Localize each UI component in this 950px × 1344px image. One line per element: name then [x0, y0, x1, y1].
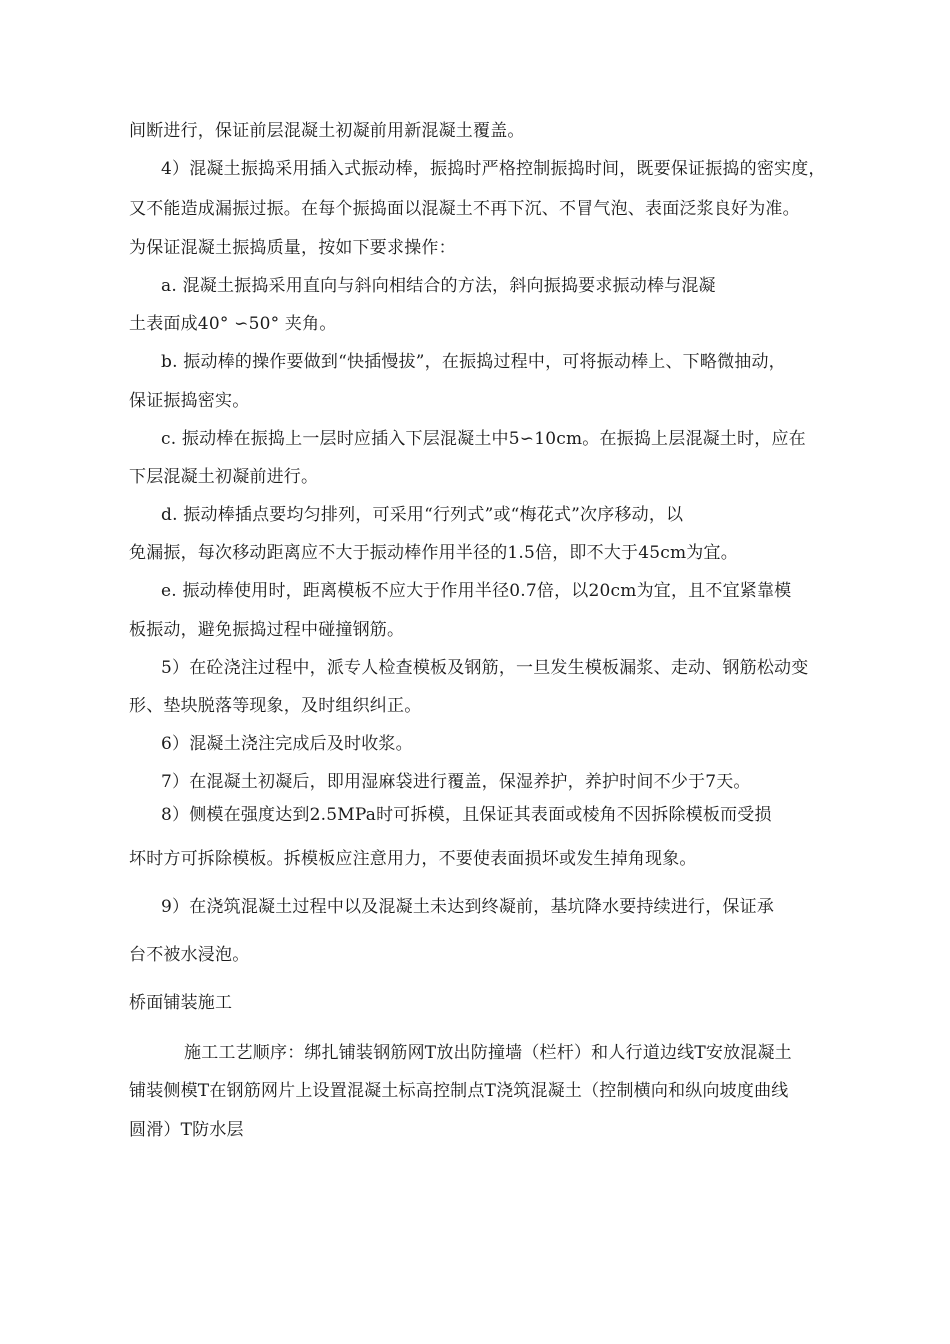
text-line: 7）在混凝土初凝后，即用湿麻袋进行覆盖，保湿养护，养护时间不少于7天。	[161, 772, 751, 792]
text-line: 9）在浇筑混凝土过程中以及混凝土未达到终凝前，基坑降水要持续进行，保证承	[161, 897, 775, 917]
section-heading: 桥面铺装施工	[129, 993, 233, 1013]
text-line: 下层混凝土初凝前进行。	[129, 467, 319, 487]
text-line: 坏时方可拆除模板。拆模板应注意用力，不要使表面损坏或发生掉角现象。	[129, 849, 697, 869]
text-line: 形、垫块脱落等现象，及时组织纠正。	[129, 696, 422, 716]
text-line: c. 振动棒在振捣上一层时应插入下层混凝土中5∽10cm。在振捣上层混凝土时，应在	[161, 429, 806, 449]
text-line: 为保证混凝土振捣质量，按如下要求操作：	[129, 238, 456, 258]
text-line: e. 振动棒使用时，距离模板不应大于作用半径0.7倍，以20cm为宜，且不宜紧靠模	[161, 581, 792, 601]
text-line: d. 振动棒插点要均匀排列，可采用“行列式”或“梅花式”次序移动，以	[161, 505, 684, 525]
text-line: 5）在砼浇注过程中，派专人检查模板及钢筋，一旦发生模板漏浆、走动、钢筋松动变	[161, 658, 809, 678]
text-line: 土表面成40° ∽50° 夹角。	[129, 314, 337, 334]
text-line: 保证振捣密实。	[129, 391, 250, 411]
text-line: 免漏振，每次移动距离应不大于振动棒作用半径的1.5倍，即不大于45cm为宜。	[129, 543, 738, 563]
text-line: 4）混凝土振捣采用插入式振动棒，振捣时严格控制振捣时间，既要保证振捣的密实度，	[161, 159, 826, 179]
text-line: 又不能造成漏振过振。在每个振捣面以混凝土不再下沉、不冒气泡、表面泛浆良好为准。	[129, 199, 800, 219]
text-line: 圆滑）T防水层	[129, 1120, 244, 1140]
text-line: b. 振动棒的操作要做到“快插慢拔”，在振捣过程中，可将振动棒上、下略微抽动，	[161, 352, 786, 372]
text-line: 6）混凝土浇注完成后及时收浆。	[161, 734, 413, 754]
text-line: 8）侧模在强度达到2.5MPa时可拆模，且保证其表面或棱角不因拆除模板而受损	[161, 805, 772, 825]
text-line: a. 混凝土振捣采用直向与斜向相结合的方法，斜向振捣要求振动棒与混凝	[161, 276, 716, 296]
text-line: 板振动，避免振捣过程中碰撞钢筋。	[129, 620, 405, 640]
text-line: 铺装侧模T在钢筋网片上设置混凝土标高控制点T浇筑混凝土（控制横向和纵向坡度曲线	[129, 1081, 789, 1101]
text-line: 施工工艺顺序：绑扎铺装钢筋网T放出防撞墙（栏杆）和人行道边线T安放混凝土	[184, 1043, 792, 1063]
text-line: 间断进行，保证前层混凝土初凝前用新混凝土覆盖。	[129, 121, 525, 141]
text-line: 台不被水浸泡。	[129, 945, 250, 965]
